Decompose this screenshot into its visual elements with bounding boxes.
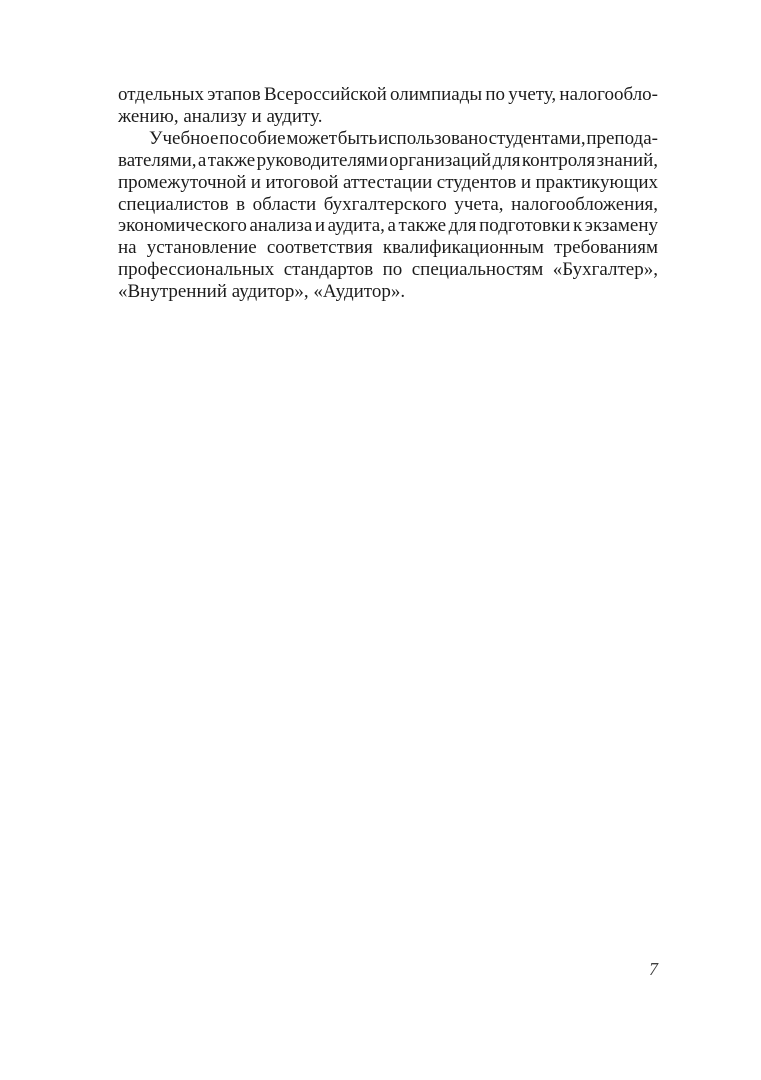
text-line: Учебное пособие может быть использовано студентами, препода- xyxy=(149,127,658,149)
page-text xyxy=(118,84,658,303)
text-line: на установление соответствия квалификационным требованиям xyxy=(118,237,658,259)
text-line: профессиональных стандартов по специальностям «Бухгалтер», xyxy=(118,259,658,281)
text-line: специалистов в области бухгалтерского учета, налогообложения, xyxy=(118,193,658,215)
page-number: 7 xyxy=(649,959,658,979)
text-line: вателями, а также руководителями организаций для контроля знаний, xyxy=(118,149,658,171)
text-line: промежуточной и итоговой аттестации студентов и практикующих xyxy=(118,171,658,193)
text-line: жению, анализу и аудиту. xyxy=(118,105,323,127)
text-line: «Внутренний аудитор», «Аудитор». xyxy=(118,281,406,303)
text-line: отдельных этапов Всероссийской олимпиады по учету, налогообло- xyxy=(118,84,658,105)
text-line: экономического анализа и аудита, а также для подготовки к экзамену xyxy=(118,215,658,237)
